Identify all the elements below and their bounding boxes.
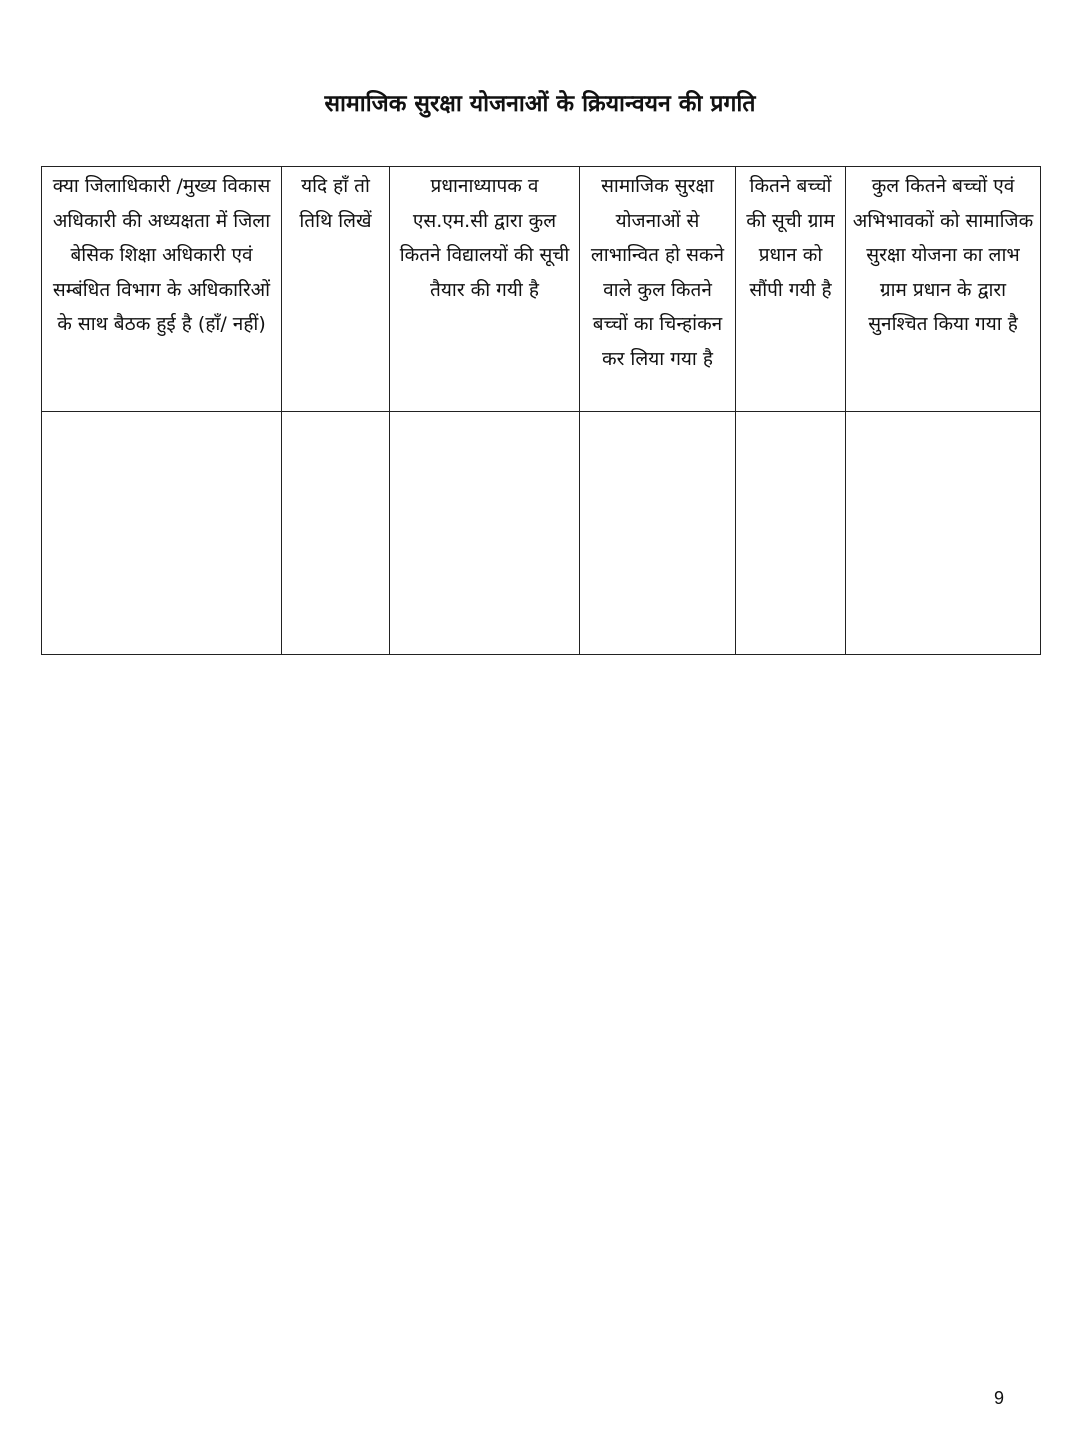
page-number: 9 [994,1388,1005,1408]
column-header-children-identified: सामाजिक सुरक्षा योजनाओं से लाभान्वित हो सकने वाले कुल कितने बच्चों का चिन्हांकन कर लिया गया है [580,167,736,412]
column-header-meeting-date: यदि हाँ तो तिथि लिखें [282,167,390,412]
column-header-schools-list-count: प्रधानाध्यापक व एस.एम.सी द्वारा कुल कितने विद्यालयों की सूची तैयार की गयी है [390,167,580,412]
progress-table [41,166,1041,655]
table-cell-schools-list-count[interactable] [390,412,580,655]
table-row [42,412,1041,655]
table-cell-benefits-ensured[interactable] [846,412,1041,655]
page-title: सामाजिक सुरक्षा योजनाओं के क्रियान्वयन की प्रगति [324,91,756,117]
table-cell-list-handed-to-pradhan[interactable] [736,412,846,655]
table-cell-children-identified[interactable] [580,412,736,655]
table-cell-meeting-date[interactable] [282,412,390,655]
table-cell-meeting-held[interactable] [42,412,282,655]
column-header-benefits-ensured: कुल कितने बच्चों एवं अभिभावकों को सामाजिक सुरक्षा योजना का लाभ ग्राम प्रधान के द्वारा सुनश्चित किया गया है [846,167,1041,412]
column-header-meeting-held: क्या जिलाधिकारी /मुख्य विकास अधिकारी की अध्यक्षता में जिला बेसिक शिक्षा अधिकारी एवं सम्बंधित विभाग के अधिकारिओं के साथ बैठक हुई है (हाँ/ नहीं) [42,167,282,412]
column-header-list-handed-to-pradhan: कितने बच्चों की सूची ग्राम प्रधान को सौंपी गयी है [736,167,846,412]
table-header-row [42,167,1041,412]
